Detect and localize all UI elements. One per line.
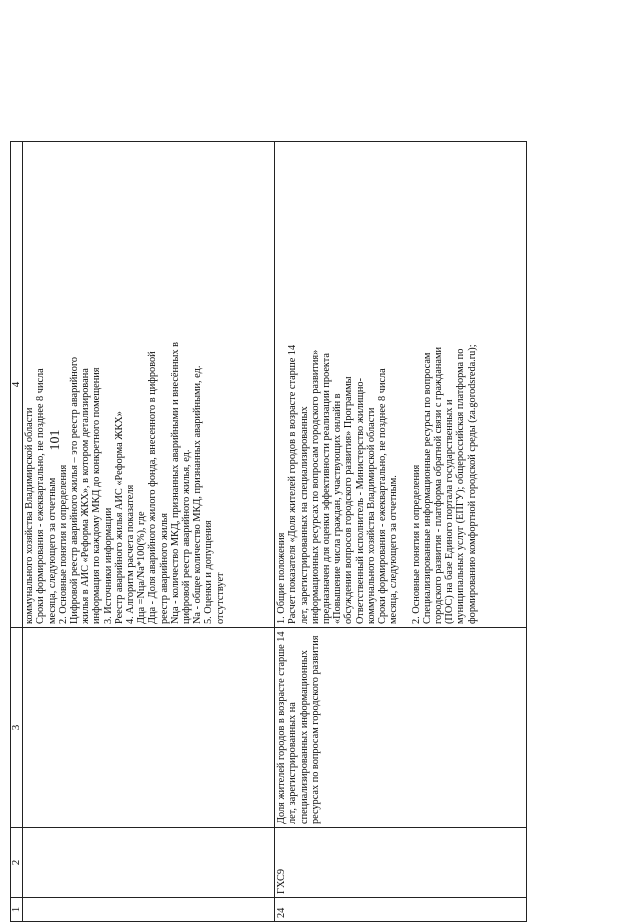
desc-line: обсуждении вопросов городского развития» Программы	[343, 376, 355, 624]
desc-line: 4. Алгоритм расчета показателя	[125, 484, 137, 624]
header-col-3: 3	[11, 628, 23, 828]
desc-line: Сроки формирования - ежеквартально, не позднее 8 числа	[35, 368, 47, 624]
indicator-name: Доля жителей городов в возрасте старше 14 лет, зарегистрированных на специализированных информационных ресурсах по вопросам городского развития	[275, 628, 527, 828]
desc-line: жилья в АИС «Реформа ЖКХ», в котором детализирована	[80, 368, 92, 624]
row-number: 24	[275, 898, 527, 922]
desc-line: лет, зарегистрированных на специализированных	[298, 406, 310, 624]
desc-line	[399, 145, 410, 624]
desc-line: Na - общее количество МКД, признанных аварийными, ед.	[192, 365, 204, 624]
header-col-1: 1	[11, 898, 23, 922]
desc-line: информация по каждому МКД до конкретного помещения	[91, 367, 103, 624]
desc-line: Реестр аварийного жилья АИС «Реформа ЖКХ»	[113, 411, 125, 624]
page-number: 101	[48, 429, 63, 451]
desc-line: 2. Основные понятия и определения	[410, 464, 422, 624]
desc-line: 2. Основные понятия и определения	[57, 464, 69, 624]
desc-line: Дца =Nца/Na*100(%), где	[136, 511, 148, 624]
desc-line: Сроки формирования - ежеквартально, не позднее 8 числа	[377, 368, 389, 624]
desc-line: Расчет показателя «Доля жителей городов в возрасте старше 14	[287, 344, 299, 624]
indicator-code	[23, 828, 275, 898]
desc-line: 5. Оценки и допущения	[203, 520, 215, 624]
desc-line: 1. Общие положения	[276, 532, 288, 624]
indicator-description	[275, 142, 527, 628]
desc-line: Дца - Доля аварийного жилого фонда, внесенного в цифровой	[147, 351, 159, 624]
desc-line: Ответственный исполнитель - Министерство жилищно-	[354, 378, 366, 624]
indicator-description	[23, 142, 275, 628]
desc-line: 3. Источники информации	[102, 507, 114, 624]
desc-line: Nца - количество МКД, признанных аварийными и внесённых в	[169, 341, 181, 624]
desc-line: Специализированные информационные ресурсы по вопросам	[421, 352, 433, 624]
desc-line: формированию комфортной городской среды (za.gorodsreda.ru);	[466, 344, 478, 624]
table-row	[23, 142, 275, 922]
table-row	[275, 142, 527, 922]
desc-line: городского развития - платформа обратной связи с гражданами	[433, 347, 445, 624]
row-number	[23, 898, 275, 922]
desc-line: реестр аварийного жилья	[158, 512, 170, 624]
desc-line: коммунального хозяйства Владимирской области	[24, 407, 36, 624]
header-col-4: 4	[11, 142, 23, 628]
desc-line: Цифровой реестр аварийного жилья – это реестр аварийного	[69, 356, 81, 624]
indicator-code: ГХС9	[275, 828, 527, 898]
desc-line: месяца, следующего за отчетным	[46, 477, 58, 624]
desc-line: месяца, следующего за отчетным.	[388, 475, 400, 624]
indicators-table	[10, 141, 527, 922]
desc-line: муниципальных услуг (ЕПГУ); общероссийская платформа по	[455, 348, 467, 624]
table-header-row	[11, 142, 23, 922]
desc-line: отсутствует	[214, 572, 226, 624]
desc-line: предназначен для оценки эффективности реализации проекта	[321, 353, 333, 624]
desc-line: (ПОС) на базе Единого портала государственных и	[444, 399, 456, 624]
header-col-2: 2	[11, 828, 23, 898]
desc-line: коммунального хозяйства Владимирской области	[365, 407, 377, 624]
desc-line: цифровой реестр аварийного жилья, ед.	[181, 449, 193, 624]
rotated-table-container	[10, 142, 530, 922]
desc-line: «Повышение числа граждан, участвующих онлайн в	[332, 393, 344, 624]
desc-line: информационных ресурсах по вопросам городского развития»	[309, 349, 321, 624]
indicator-name	[23, 628, 275, 828]
